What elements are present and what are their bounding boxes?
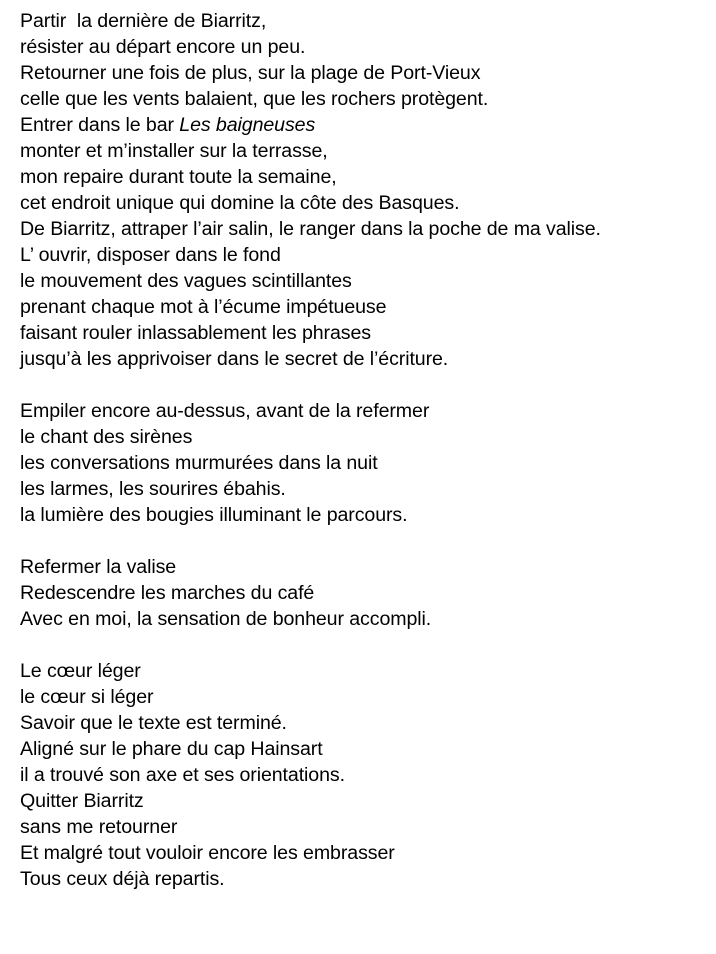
poem-line: Empiler encore au-dessus, avant de la refermer (20, 400, 430, 422)
poem-line: le cœur si léger (20, 686, 154, 708)
poem-line: Et malgré tout vouloir encore les embrasser (20, 842, 395, 864)
poem-line: Tous ceux déjà repartis. (20, 868, 225, 890)
poem-line: L’ ouvrir, disposer dans le fond (20, 244, 281, 266)
poem-line: résister au départ encore un peu. (20, 36, 306, 58)
poem-line: le mouvement des vagues scintillantes (20, 270, 352, 292)
poem-line: Retourner une fois de plus, sur la plage de Port-Vieux (20, 62, 481, 84)
poem (20, 8, 710, 918)
poem-line: celle que les vents balaient, que les rochers protègent. (20, 88, 489, 110)
stanza-4 (20, 658, 710, 892)
poem-line: monter et m’installer sur la terrasse, (20, 140, 328, 162)
stanza-2 (20, 398, 710, 528)
poem-line: il a trouvé son axe et ses orientations. (20, 764, 345, 786)
poem-line: Avec en moi, la sensation de bonheur accompli. (20, 608, 432, 630)
poem-line: jusqu’à les apprivoiser dans le secret de l’écriture. (20, 348, 449, 370)
poem-line: mon repaire durant toute la semaine, (20, 166, 337, 188)
poem-line: prenant chaque mot à l’écume impétueuse (20, 296, 387, 318)
poem-line: De Biarritz, attraper l’air salin, le ranger dans la poche de ma valise. (20, 218, 601, 240)
poem-line-prefix: Entrer dans le bar (20, 114, 180, 136)
poem-line: Quitter Biarritz (20, 790, 144, 812)
poem-line: Aligné sur le phare du cap Hainsart (20, 738, 323, 760)
poem-line: Le cœur léger (20, 660, 141, 682)
poem-line: Refermer la valise (20, 556, 177, 578)
stanza-3 (20, 554, 710, 632)
stanza-1 (20, 8, 710, 372)
poem-line: Savoir que le texte est terminé. (20, 712, 287, 734)
poem-line: les conversations murmurées dans la nuit (20, 452, 378, 474)
bar-name-italic: Les baigneuses (179, 114, 316, 136)
poem-line: la lumière des bougies illuminant le parcours. (20, 504, 408, 526)
poem-line: le chant des sirènes (20, 426, 193, 448)
poem-line-with-title (20, 112, 710, 138)
poem-line: sans me retourner (20, 816, 178, 838)
poem-line: faisant rouler inlassablement les phrases (20, 322, 371, 344)
poem-line: cet endroit unique qui domine la côte des Basques. (20, 192, 460, 214)
poem-line: les larmes, les sourires ébahis. (20, 478, 286, 500)
poem-line: Redescendre les marches du café (20, 582, 315, 604)
poem-line: Partir la dernière de Biarritz, (20, 10, 267, 32)
